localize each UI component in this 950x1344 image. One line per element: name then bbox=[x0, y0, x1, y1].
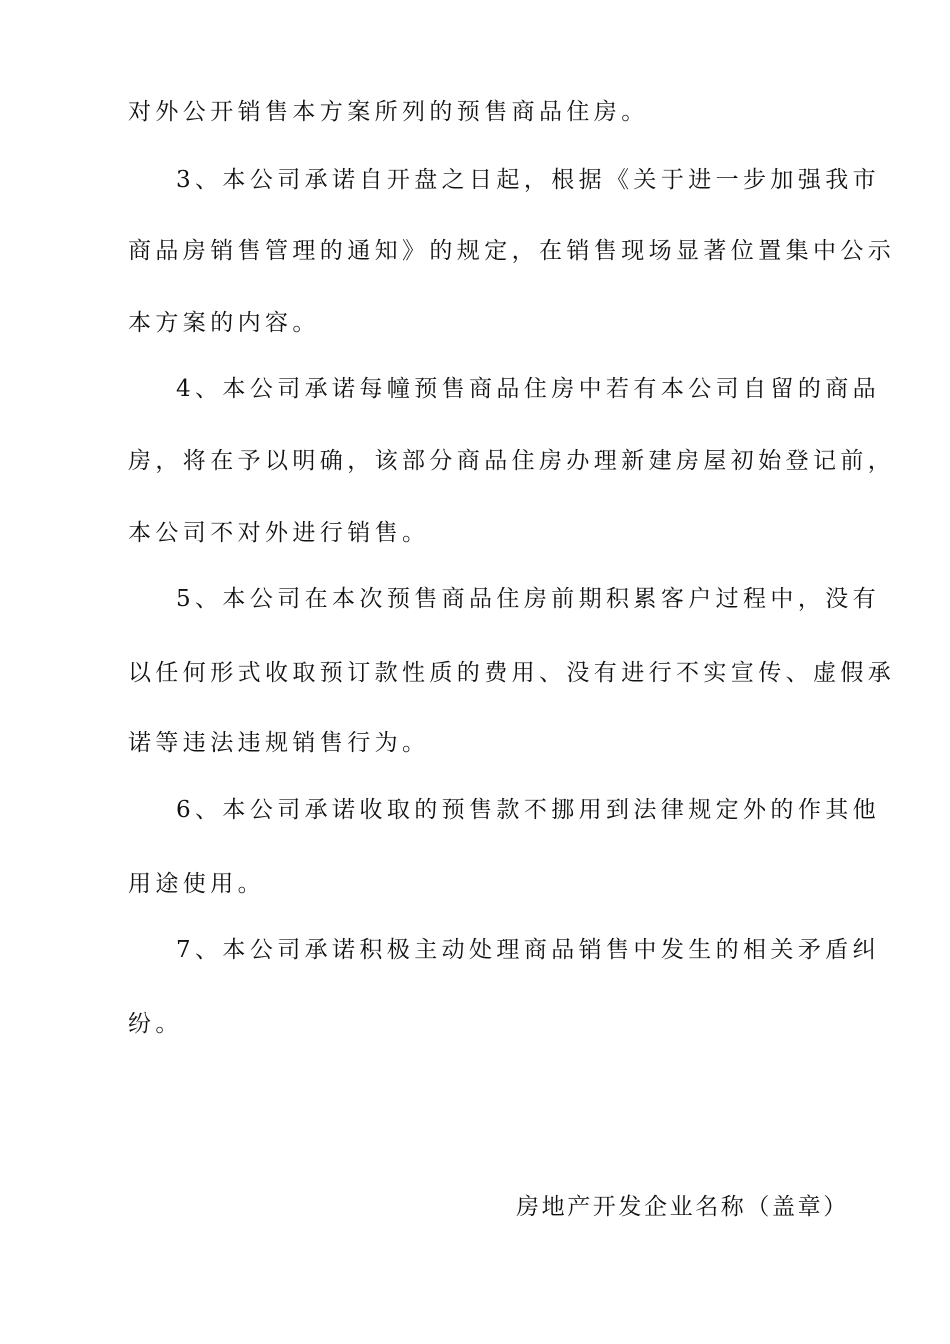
paragraph-3-line-2: 商品房销售管理的通知》的规定，在销售现场显著位置集中公示 bbox=[128, 238, 896, 264]
paragraph-7-line-2: 纷。 bbox=[128, 1011, 183, 1037]
paragraph-6-line-2: 用途使用。 bbox=[128, 871, 265, 897]
paragraph-4-line-2: 房，将在予以明确，该部分商品住房办理新建房屋初始登记前， bbox=[128, 448, 896, 474]
paragraph-5-line-1: 5、本公司在本次预售商品住房前期积累客户过程中，没有 bbox=[176, 586, 881, 612]
paragraph-5-line-2: 以任何形式收取预订款性质的费用、没有进行不实宣传、虚假承 bbox=[128, 660, 896, 686]
paragraph-4-line-3: 本公司不对外进行销售。 bbox=[128, 520, 430, 546]
company-signature-label: 房地产开发企业名称（盖章） bbox=[516, 1194, 849, 1220]
paragraph-3-line-1: 3、本公司承诺自开盘之日起，根据《关于进一步加强我市 bbox=[176, 167, 881, 193]
paragraph-3-line-3: 本方案的内容。 bbox=[128, 310, 320, 336]
paragraph-4-line-1: 4、本公司承诺每幢预售商品住房中若有本公司自留的商品 bbox=[176, 376, 881, 402]
paragraph-6-line-1: 6、本公司承诺收取的预售款不挪用到法律规定外的作其他 bbox=[176, 797, 881, 823]
paragraph-7-line-1: 7、本公司承诺积极主动处理商品销售中发生的相关矛盾纠 bbox=[176, 937, 881, 963]
paragraph-5-line-3: 诺等违法违规销售行为。 bbox=[128, 730, 430, 756]
paragraph-2-line-2: 对外公开销售本方案所列的预售商品住房。 bbox=[128, 99, 649, 125]
